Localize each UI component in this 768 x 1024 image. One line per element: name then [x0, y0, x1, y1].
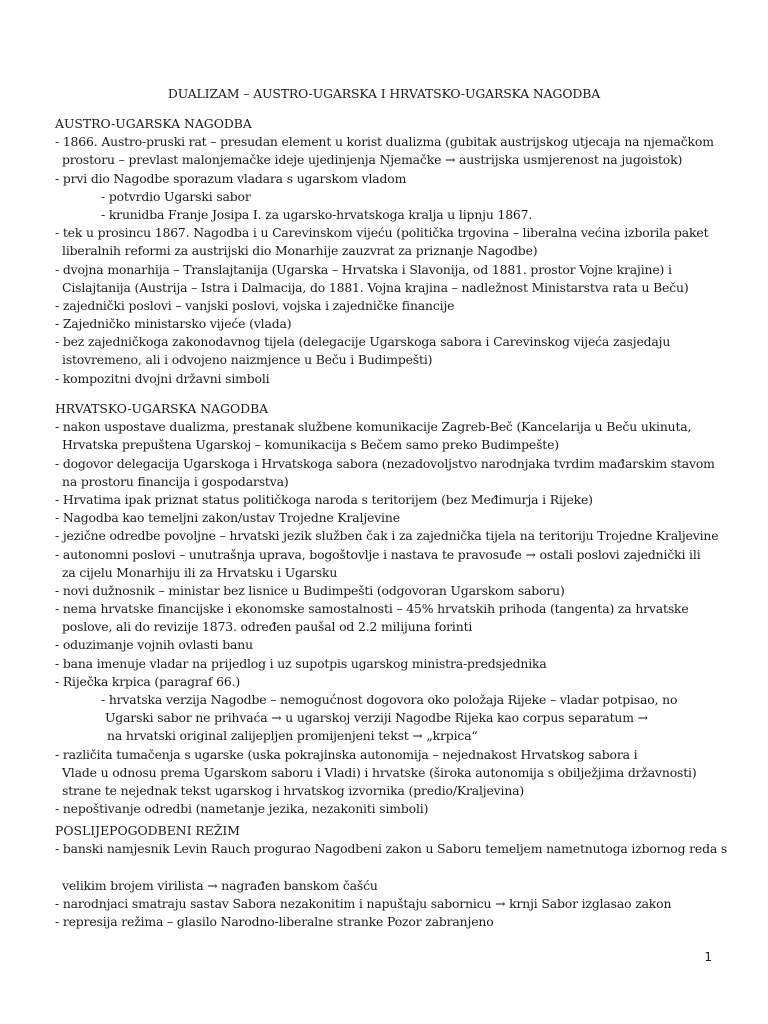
section-heading: AUSTRO-UGARSKA NAGODBA [55, 116, 252, 131]
text-line: Ugarski sabor ne prihvaća → u ugarskoj verziji Nagodbe Rijeka kao corpus separatum → [105, 710, 648, 726]
text-line: - narodnjaci smatraju sastav Sabora nezakonitim i napuštaju sabornicu → krnji Sabor izglasao zakon [55, 895, 672, 911]
text-line: - banski namjesnik Levin Rauch progurao Nagodbeni zakon u Saboru temeljem nametnutoga izbornog reda s [55, 841, 728, 857]
text-line: - novi dužnosnik – ministar bez lisnice u Budimpešti (odgovoran Ugarskom saboru) [55, 582, 565, 598]
text-line: strane te nejednak tekst ugarskog i hrvatskog izvornika (predio/Kraljevina) [62, 782, 525, 798]
text-line: velikim brojem virilista → nagrađen banskom čašću [62, 877, 378, 893]
text-line: za cijelu Monarhiju ili za Hrvatsku i Ugarsku [62, 564, 338, 580]
section-hrvatsko-ugarska [55, 400, 745, 818]
text-line: - nepoštivanje odredbi (nametanje jezika, nezakoniti simboli) [55, 801, 429, 817]
text-line: Hrvatska prepuštena Ugarskoj – komunikacija s Bečem samo preko Budimpešte) [62, 437, 559, 453]
text-line: - dvojna monarhija – Translajtanija (Ugarska – Hrvatska i Slavonija, od 1881. prostor Vojne krajine) i [55, 261, 672, 277]
text-line: - nema hrvatske financijske i ekonomske samostalnosti – 45% hrvatskih prihoda (tangenta) za hrvatske [55, 601, 689, 617]
text-line: - krunidba Franje Josipa I. za ugarsko-hrvatskoga kralja u lipnju 1867. [101, 206, 533, 222]
text-line: - hrvatska verzija Nagodbe – nemogućnost dogovora oko položaja Rijeke – vladar potpisao, no [101, 692, 678, 707]
text-line: - bez zajedničkoga zakonodavnog tijela (delegacije Ugarskoga sabora i Carevinskog vijeća zasjedaju [55, 334, 671, 350]
text-line: liberalnih reformi za austrijski dio Monarhije zauzvrat za priznanje Nagodbe) [62, 243, 538, 259]
text-line: - oduzimanje vojnih ovlasti banu [55, 637, 253, 653]
text-line: - Hrvatima ipak priznat status političkoga naroda s teritorijem (bez Međimurja i Rijeke) [55, 491, 593, 507]
text-line: - kompozitni dvojni državni simboli [55, 370, 270, 386]
text-line: istovremeno, ali i odvojeno naizmjence u Beču i Budimpešti) [62, 352, 433, 368]
text-line: prostoru – prevlast malonjemačke ideje ujedinjenja Njemačke → austrijska usmjerenost na jugoistok) [62, 152, 683, 168]
text-line: Cislajtanija (Austrija – Istra i Dalmacija, do 1881. Vojna krajina – nadležnost Ministarstva rata u Beču) [62, 279, 689, 295]
text-line: - 1866. Austro-pruski rat – presudan element u korist dualizma (gubitak austrijskog utjecaja na njemačkom [55, 134, 714, 150]
text-line: - različita tumačenja s ugarske (uska pokrajinska autonomija – nejednakost Hrvatskog sabora i [55, 746, 638, 762]
section-heading: POSLIJEPOGODBENI REŽIM [55, 823, 240, 838]
text-line: - Riječka krpica (paragraf 66.) [55, 673, 241, 689]
text-line: - zajednički poslovi – vanjski poslovi, vojska i zajedničke financije [55, 297, 455, 313]
text-line: Vlade u odnosu prema Ugarskom saboru i Vladi) i hrvatske (široka autonomija s obilježjima državnosti) [62, 764, 697, 780]
text-line: - Nagodba kao temeljni zakon/ustav Trojedne Kraljevine [55, 510, 400, 526]
section-austro-ugarska [55, 115, 745, 388]
text-line: - Zajedničko ministarsko vijeće (vlada) [55, 316, 292, 332]
text-line: - nakon uspostave dualizma, prestanak službene komunikacije Zagreb-Beč (Kancelarija u Beču ukinuta, [55, 419, 692, 435]
text-line: - tek u prosincu 1867. Nagodba i u Carevinskom vijeću (politička trgovina – liberalna većina izborila paket [55, 225, 709, 241]
text-line: poslove, ali do revizije 1873. određen paušal od 2.2 milijuna forinti [62, 619, 473, 635]
text-line: - represija režima – glasilo Narodno-liberalne stranke Pozor zabranjeno [55, 913, 494, 929]
text-line: na prostoru financija i gospodarstva) [62, 473, 289, 489]
document-title: DUALIZAM – AUSTRO-UGARSKA I HRVATSKO-UGARSKA NAGODBA [167, 86, 601, 101]
text-line: na hrvatski original zalijepljen promijenjeni tekst → „krpica“ [107, 728, 478, 744]
section-heading: HRVATSKO-UGARSKA NAGODBA [55, 401, 269, 416]
section-poslijepogodbeni [55, 822, 745, 931]
text-line: - potvrdio Ugarski sabor [101, 188, 251, 204]
text-line: - jezične odredbe povoljne – hrvatski jezik služben čak i za zajednička tijela na teritoriju Trojedne Kraljevine [55, 528, 719, 544]
text-line: - prvi dio Nagodbe sporazum vladara s ugarskom vladom [55, 170, 407, 186]
text-line: - autonomni poslovi – unutrašnja uprava, bogoštovlje i nastava te pravosuđe → ostali poslovi zajednički ili [55, 546, 701, 562]
blank-line [55, 858, 745, 876]
text-line: - dogovor delegacija Ugarskoga i Hrvatskoga sabora (nezadovoljstvo narodnjaka tvrdim mađarskim stavom [55, 455, 715, 471]
text-line: - bana imenuje vladar na prijedlog i uz supotpis ugarskog ministra-predsjednika [55, 655, 547, 671]
page-number: 1 [704, 950, 712, 964]
